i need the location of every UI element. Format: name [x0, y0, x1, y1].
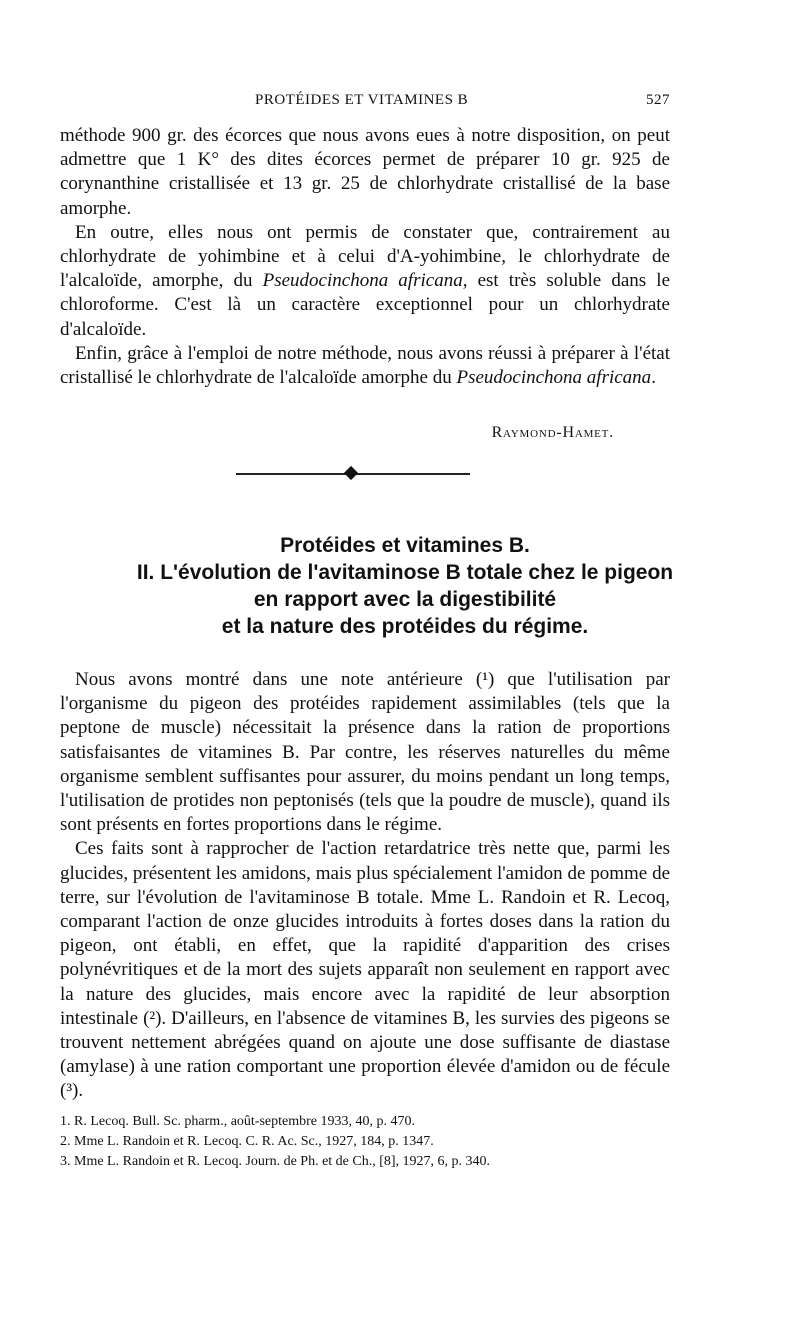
paragraph-method: méthode 900 gr. des écorces que nous avons eues à notre disposition, on peut admettre que 1 K° des dites écorces permet de préparer 10 gr. 925 de corynanthine cristallisée et 13 gr. 25 de chlorhydrate cristallisé de la base amorphe. [60, 125, 670, 219]
paragraph-solubility-part1: En outre, elles nous ont permis de constater que, contrairement au chlorhydrate de yohimbine et à celui d'A-yohimbine, le chlorhydrate de l'alcaloïde, amorphe, du [60, 221, 670, 292]
title-line-2: II. L'évolution de l'avitaminose B totale chez le pigeon [136, 561, 674, 584]
author-signature: Raymond-Hamet. [491, 424, 614, 441]
footnote-2: 2. Mme L. Randoin et R. Lecoq. C. R. Ac. Sc., 1927, 184, p. 1347. [60, 1134, 434, 1149]
running-title: PROTÉIDES ET VITAMINES B [255, 92, 469, 108]
title-line-1: Protéides et vitamines B. [280, 534, 530, 557]
paragraph-solubility-part2: , est très soluble dans le chloroforme. C'est là un caractère exceptionnel pour un chlorhydrate d'alcaloïde. [60, 270, 671, 340]
species-name: Pseudocinchona africana [262, 270, 463, 292]
title-line-3: en rapport avec la digestibilité [253, 588, 557, 611]
article-paragraph-2: Ces faits sont à rapprocher de l'action retardatrice très nette que, parmi les glucides, présentent les amidons, mais plus spécialement l'amidon de pomme de terre, sur l'évolution de l'avitaminose B totale. Mme L. Randoin et R. Lecoq, comparant l'action de onze glucides introduits à fortes doses dans la ration du pigeon, ont établi, en effet, que la rapidité d'apparition des crises polynévritiques et de la mort des sujets apparaît non seulement en rapport avec la nature des glucides, mais encore avec la rapidité de leur absorption intestinale (²). D'ailleurs, en l'absence de vitamines B, les survies des pigeons se trouvent nettement abrégées quand on ajoute une dose suffisante de diastase (amylase) à une ration comportant une proportion élevée d'amidon ou de fécule (³). [60, 838, 670, 1102]
footnote-1: 1. R. Lecoq. Bull. Sc. pharm., août-septembre 1933, 40, p. 470. [60, 1114, 415, 1129]
article-title [60, 532, 750, 640]
species-name-2: Pseudocinchona africana [456, 367, 652, 389]
article-paragraph-1: Nous avons montré dans une note antérieure (¹) que l'utilisation par l'organisme du pigeon des protéides rapidement assimilables (tels que la peptone de muscle) nécessitait la présence dans la ration de proportions satisfaisantes de vitamines B. Par contre, les réserves naturelles du même organisme semblent suffisantes pour assurer, du moins pendant un long temps, l'utilisation de protides non peptonisés (tels que la poudre de muscle), quand ils sont présents en fortes proportions dans le régime. [60, 669, 670, 836]
page-number: 527 [646, 92, 670, 108]
paragraph-conclusion-end: . [651, 367, 656, 389]
previous-article-text [60, 124, 670, 390]
paragraph-solubility [60, 221, 670, 342]
footnotes [60, 1112, 670, 1172]
article-body [60, 668, 670, 1104]
paragraph-conclusion [60, 342, 670, 390]
title-line-4: et la nature des protéides du régime. [221, 615, 589, 638]
footnote-3: 3. Mme L. Randoin et R. Lecoq. Journ. de Ph. et de Ch., [8], 1927, 6, p. 340. [60, 1154, 491, 1169]
divider-ornament-icon [344, 466, 358, 480]
paragraph-conclusion-part1: Enfin, grâce à l'emploi de notre méthode, nous avons réussi à préparer à l'état cristallisé le chlorhydrate de l'alcaloïde amorphe du [60, 342, 670, 389]
